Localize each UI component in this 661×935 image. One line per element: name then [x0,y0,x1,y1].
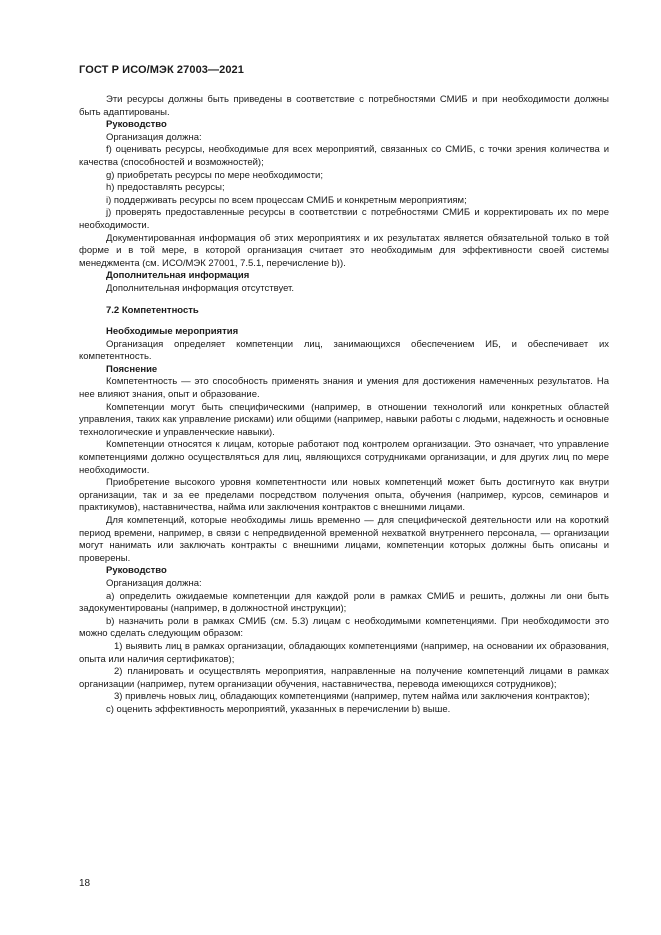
paragraph: Эти ресурсы должны быть приведены в соответствие с потребностями СМИБ и при необходимости должны быть адаптированы. [79,94,609,118]
paragraph: Для компетенций, которые необходимы лишь временно — для специфической деятельности или на короткий период времени, например, в связи с непредвиденной временной нехваткой внутреннего персонала, — организации могут нанимать или заключать контракты с внешними лицами, компетенции которых должны быть описаны и проверены. [79,515,609,564]
heading-guidance: Руководство [106,119,167,131]
list-item: i) поддерживать ресурсы по всем процессам СМИБ и конкретным мероприятиям; [106,194,467,206]
paragraph: Организация должна: [106,577,202,589]
page-number: 18 [79,878,91,889]
list-item: f) оценивать ресурсы, необходимые для всех мероприятий, связанных со СМИБ, с точки зрения количества и качества (способностей и возможностей); [79,144,609,168]
list-item: b) назначить роли в рамках СМИБ (см. 5.3) лицам с необходимыми компетенциями. При необходимости это можно сделать следующим образом: [79,615,609,640]
heading-additional-info: Дополнительная информация [106,270,250,282]
heading-explanation: Пояснение [106,363,158,375]
paragraph: Дополнительная информация отсутствует. [106,282,294,294]
sub-list-item: 2) планировать и осуществлять мероприятия, направленные на получение компетенций лицами в рамках организации (например, путем организации обучения, наставничества, перевода имеющихся сотрудников); [79,666,609,690]
paragraph: Приобретение высокого уровня компетентности или новых компетенций может быть достигнуто как внутри организации, так и за ее пределами посредством получения опыта, обучения (например, курсов, семинаров и практикумов), наставничества, найма или заключения контрактов с внешними лицами. [79,477,609,514]
heading-guidance: Руководство [106,565,167,577]
paragraph: Организация должна: [106,131,202,143]
list-item: g) приобретать ресурсы по мере необходимости; [106,169,323,181]
page-header-standard: ГОСТ Р ИСО/МЭК 27003—2021 [79,64,244,76]
paragraph: Компетенции относятся к лицам, которые работают под контролем организации. Это означает, что управление компетенциями должно осуществляться для лиц, являющихся сотрудниками организации, и для других лиц по мере необходимости. [79,439,609,476]
paragraph: Организация определяет компетенции лиц, занимающихся обеспечением ИБ, и обеспечивает их компетентность. [79,338,609,363]
list-item: c) оценить эффективность мероприятий, указанных в перечислении b) выше. [106,703,451,715]
paragraph: Компетентность — это способность применять знания и умения для достижения намеченных результатов. На нее влияют знания, опыт и образование. [79,376,609,401]
heading-required-activities: Необходимые мероприятия [106,326,239,338]
sub-list-item: 3) привлечь новых лиц, обладающих компетенциями (например, путем найма или заключения контрактов); [114,691,590,703]
sub-list-item: 1) выявить лиц в рамках организации, обладающих компетенциями (например, на основании их образования, опыта или наличия сертификатов); [79,640,609,665]
section-heading-7-2: 7.2 Компетентность [106,304,199,316]
paragraph: Компетенции могут быть специфическими (например, в отношении технологий или конкретных областей управления, таких как управление рисками) или общими (например, навыки работы с людьми, надежность и основные технологические и управленческие навыки). [79,401,609,438]
paragraph: Документированная информация об этих мероприятиях и их результатах является обязательной только в той форме и в той мере, в которой организация считает это необходимым для эффективности своей системы менеджмента (см. ИСО/МЭК 27001, 7.5.1, перечисление b)). [79,232,609,269]
list-item: j) проверять предоставленные ресурсы в соответствии с потребностями СМИБ и корректировать их по мере необходимости. [79,207,609,231]
document-body [79,94,609,717]
list-item: a) определить ожидаемые компетенции для каждой роли в рамках СМИБ и решить, должны ли они быть задокументированы (например, в должностной инструкции); [79,590,609,615]
list-item: h) предоставлять ресурсы; [106,182,225,194]
